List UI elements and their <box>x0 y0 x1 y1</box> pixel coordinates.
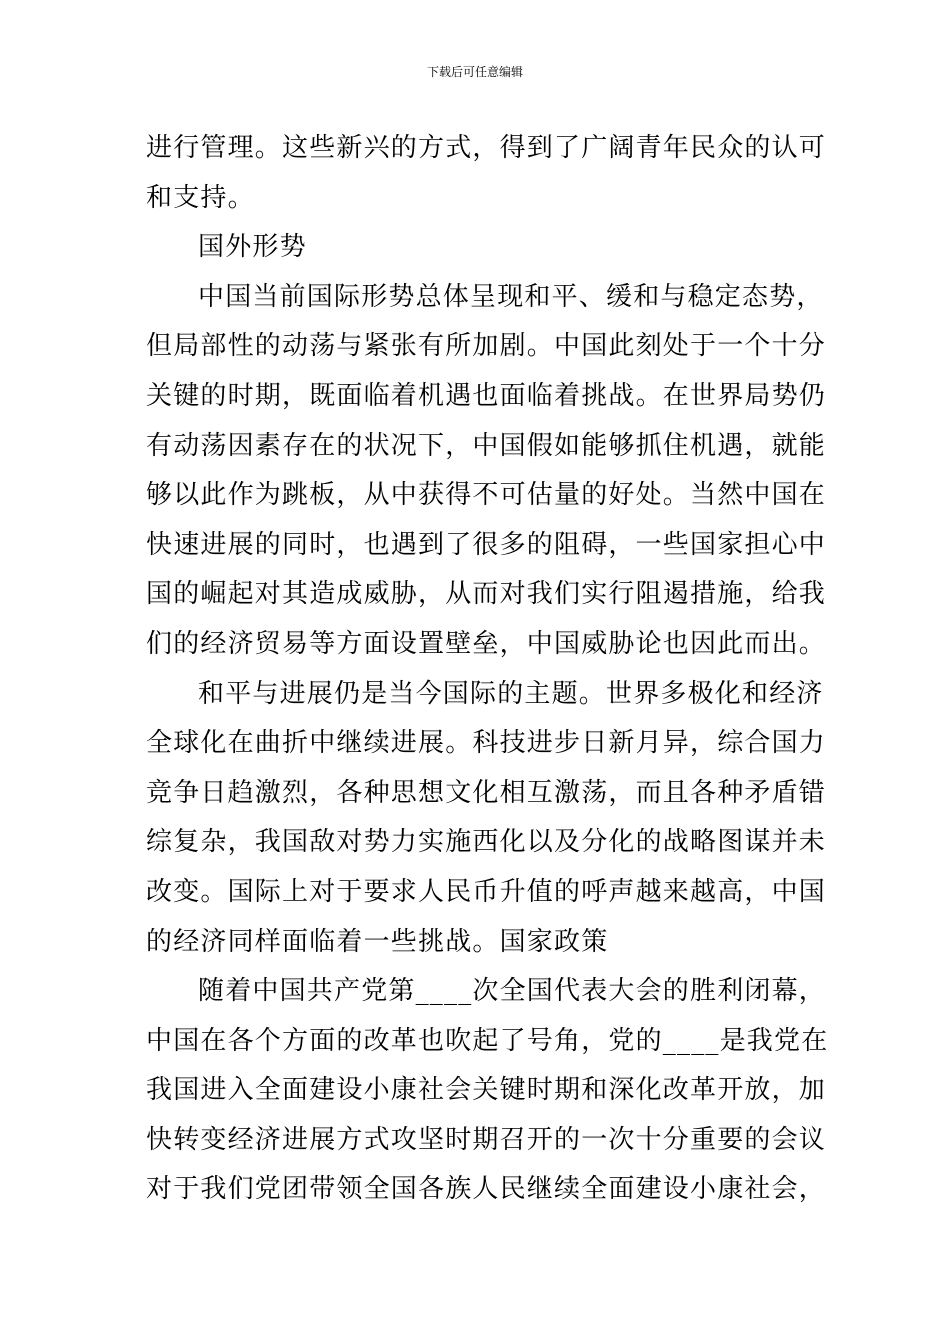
text-line: 快速进展的同时，也遇到了很多的阻碍，一些国家担心中 <box>146 529 827 560</box>
text-line: 有动荡因素存在的状况下，中国假如能够抓住机遇，就能 <box>146 430 827 461</box>
text-line: 和平与进展仍是当今国际的主题。世界多极化和经济 <box>198 678 824 709</box>
text-line: 综复杂，我国敌对势力实施西化以及分化的战略图谋并未 <box>146 827 827 858</box>
section-heading: 国外形势 <box>198 232 307 263</box>
text-line: 随着中国共产党第____次全国代表大会的胜利闭幕， <box>198 976 827 1007</box>
text-line: 够以此作为跳板，从中获得不可估量的好处。当然中国在 <box>146 480 827 511</box>
document-body <box>146 124 829 1215</box>
text-line: 我国进入全面建设小康社会关键时期和深化改革开放，加 <box>146 1075 827 1106</box>
text-line: 进行管理。这些新兴的方式，得到了广阔青年民众的认可 <box>146 133 827 163</box>
text-line: 国的崛起对其造成威胁，从而对我们实行阻遏措施，给我 <box>146 579 827 610</box>
text-line: 全球化在曲折中继续进展。科技进步日新月异，综合国力 <box>146 728 827 759</box>
text-line: 关键的时期，既面临着机遇也面临着挑战。在世界局势仍 <box>146 380 827 411</box>
text-line: 的经济同样面临着一些挑战。国家政策 <box>146 926 609 957</box>
text-line: 对于我们党团带领全国各族人民继续全面建设小康社会， <box>146 1174 827 1205</box>
text-line: 改变。国际上对于要求人民币升值的呼声越来越高，中国 <box>146 876 827 907</box>
text-line: 们的经济贸易等方面设置壁垒，中国威胁论也因此而出。 <box>146 628 827 659</box>
text-line: 中国当前国际形势总体呈现和平、缓和与稳定态势， <box>198 281 824 312</box>
text-line: 快转变经济进展方式攻坚时期召开的一次十分重要的会议 <box>146 1124 827 1155</box>
text-line: 中国在各个方面的改革也吹起了号角，党的____是我党在 <box>146 1025 829 1056</box>
page-header: 下载后可任意编辑 <box>426 65 523 79</box>
text-line: 竞争日趋激烈，各种思想文化相互激荡，而且各种矛盾错 <box>146 777 827 808</box>
text-line: 但局部性的动荡与紧张有所加剧。中国此刻处于一个十分 <box>146 331 827 362</box>
text-line: 和支持。 <box>146 182 255 213</box>
